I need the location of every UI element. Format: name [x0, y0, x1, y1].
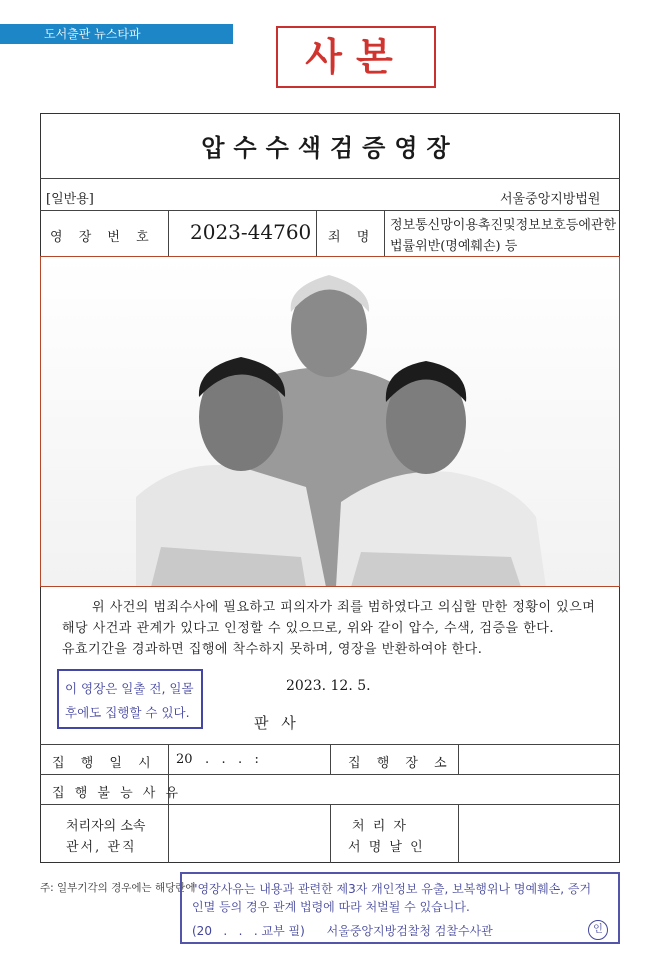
copy-stamp: 사본 [276, 26, 436, 88]
prosecutor-office: 서울중앙지방검찰청 검찰수사관 [326, 924, 493, 938]
court-name: 서울중앙지방법원 [500, 192, 601, 207]
handler-org-line-2: 관서, 관직 [66, 840, 137, 855]
divider [330, 744, 331, 774]
judge-label: 판 사 [254, 714, 300, 732]
publisher-banner: 도서출판 뉴스타파 withnewstapa.org [0, 24, 233, 44]
divider [458, 804, 459, 863]
night-execution-stamp [57, 669, 203, 729]
prosecution-stamp-line-1: "영장사유는 내용과 관련한 제3자 개인정보 유출, 보복행위나 명예훼손, 증거 [192, 882, 592, 896]
divider [40, 210, 620, 211]
divider [168, 210, 169, 256]
prosecution-stamp [180, 872, 620, 944]
divider [384, 210, 385, 256]
body-line-2: 해당 사건과 관계가 있다고 인정할 수 있으므로, 위와 같이 압수, 수색, 검증을 한다. [62, 621, 554, 636]
charge-line-1: 정보통신망이용촉진및정보보호등에관한 [390, 218, 617, 233]
document-title: 압수수색검증영장 [201, 133, 459, 162]
night-stamp-line-2: 후에도 집행할 수 있다. [65, 705, 190, 720]
warrant-number: 2023-44760 [190, 220, 312, 244]
body-line-3: 유효기간을 경과하면 집행에 착수하지 못하며, 영장을 반환하여야 한다. [62, 642, 483, 657]
prosecution-stamp-line-2: 인멸 등의 경우 관계 법령에 따라 처벌될 수 있습니다. [192, 900, 470, 914]
divider [40, 178, 620, 179]
seal-icon: 인 [588, 920, 608, 940]
divider [330, 804, 331, 863]
exec-fail-label: 집 행 불 능 사 유 [52, 786, 182, 801]
delivery-date: (20 . . . 교부 필) [192, 924, 305, 938]
charge-label: 죄 명 [328, 230, 376, 245]
handler-line-1: 처 리 자 [352, 819, 408, 834]
handler-org-line-1: 처리자의 소속 [66, 819, 146, 834]
footer-note: 주: 일부기각의 경우에는 해당란에 [40, 882, 196, 894]
warrant-number-label: 영 장 번 호 [50, 230, 155, 245]
divider [40, 774, 620, 775]
exec-datetime-value: 20 . . . : [176, 752, 259, 767]
prosecution-stamp-line-3 [192, 922, 608, 940]
issue-date: 2023. 12. 5. [286, 678, 371, 694]
divider [316, 210, 317, 256]
charge-line-2: 법률위반(명예훼손) 등 [390, 239, 518, 254]
divider [168, 744, 169, 863]
exec-datetime-label: 집 행 일 시 [52, 756, 157, 771]
group-photo [41, 257, 619, 586]
divider [458, 744, 459, 774]
category-label: [일반용] [46, 192, 94, 207]
night-stamp-line-1: 이 영장은 일출 전, 일몰 [65, 681, 194, 696]
handler-line-2: 서 명 날 인 [348, 840, 425, 855]
body-line-1: 위 사건의 범죄수사에 필요하고 피의자가 죄를 범하였다고 의심할 만한 정황이 있으며 [92, 600, 596, 615]
photo-area [40, 256, 620, 587]
exec-place-label: 집 행 장 소 [348, 756, 453, 771]
